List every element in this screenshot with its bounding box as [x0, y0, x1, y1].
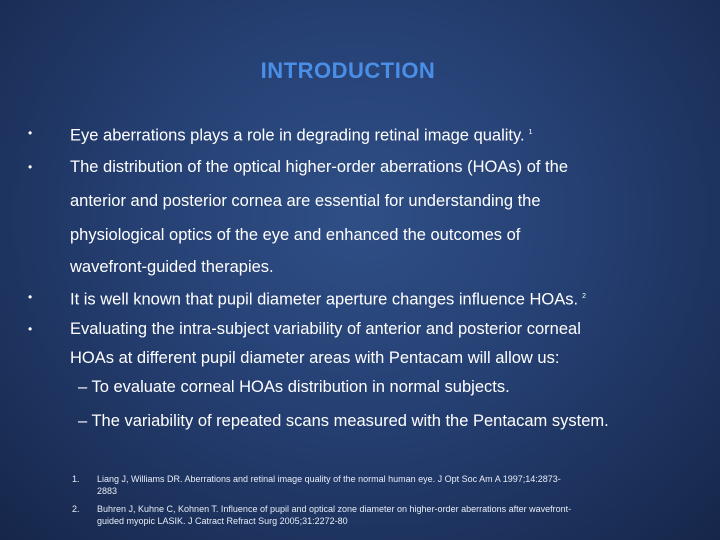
bullet-icon: • [28, 160, 33, 174]
citation-superscript: 2 [582, 293, 587, 300]
reference-number: 2. [72, 504, 80, 514]
slide-title: INTRODUCTION [260, 58, 436, 83]
bullet-text: The distribution of the optical higher-order aberrations (HOAs) of the [70, 158, 568, 176]
bullet-icon: • [28, 322, 33, 336]
citation-superscript: 1 [528, 129, 533, 136]
reference-text: Liang J, Williams DR. Aberrations and retinal image quality of the normal human eye. J Opt Soc Am A 1997;14:2873- [97, 474, 561, 484]
reference-number: 1. [72, 474, 80, 484]
bullet-text: Evaluating the intra-subject variability of anterior and posterior corneal [70, 320, 581, 338]
bullet-text-continued: wavefront-guided therapies. [70, 258, 274, 276]
bullet-icon: • [28, 126, 33, 140]
reference-text: 2883 [97, 486, 118, 496]
sub-bullet: – To evaluate corneal HOAs distribution in normal subjects. [78, 378, 510, 396]
bullet-icon: • [28, 290, 33, 304]
bullet-text-continued: HOAs at different pupil diameter areas with Pentacam will allow us: [70, 349, 560, 367]
bullet-text: Eye aberrations plays a role in degrading retinal image quality. [70, 126, 525, 145]
sub-bullet: – The variability of repeated scans measured with the Pentacam system. [78, 412, 609, 430]
bullet-text-continued: anterior and posterior cornea are essential for understanding the [70, 192, 541, 210]
reference-text: Buhren J, Kuhne C, Kohnen T. Influence of pupil and optical zone diameter on higher-order aberrations after wavefront- [97, 504, 572, 514]
bullet-text-continued: physiological optics of the eye and enhanced the outcomes of [70, 226, 521, 244]
reference-text: guided myopic LASIK. J Catract Refract Surg 2005;31:2272-80 [97, 516, 348, 526]
bullet-text: It is well known that pupil diameter aperture changes influence HOAs. [70, 290, 579, 309]
